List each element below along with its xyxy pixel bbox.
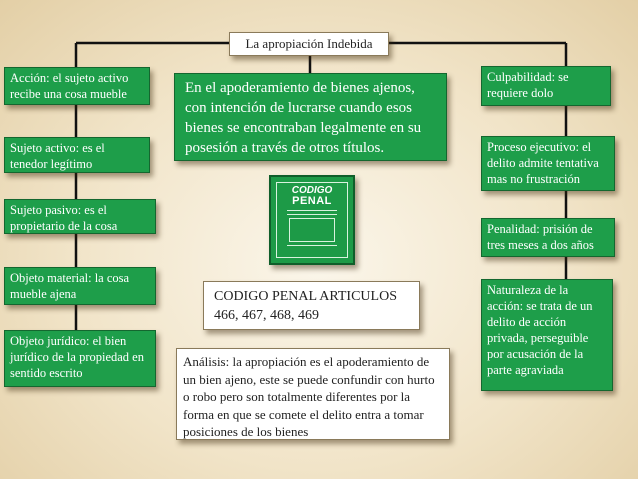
analysis-text: Análisis: la apropiación es el apoderamiento de un bien ajeno, este se puede confundir con hurto o robo pero son totalmente diferentes por la forma en que se comete el delito entra a tomar posiciones de los bienes — [183, 354, 435, 439]
node-objeto-material-text: Objeto material: la cosa mueble ajena — [10, 271, 130, 301]
definition-text: En el apoderamiento de bienes ajenos, con intención de lucrarse cuando esos bienes se encontraban legalmente en su posesión a través de otros títulos. — [185, 80, 422, 156]
title-text: La apropiación Indebida — [245, 36, 373, 51]
node-accion — [4, 67, 150, 105]
node-penalidad-text: Penalidad: prisión de tres meses a dos años — [487, 222, 594, 252]
book-title-line1: CODIGO — [291, 185, 333, 196]
node-objeto-juridico-text: Objeto jurídico: el bien jurídico de la propiedad en sentido escrito — [10, 334, 144, 380]
book-title-line2: PENAL — [292, 195, 332, 207]
definition-box — [174, 73, 447, 161]
node-accion-text: Acción: el sujeto activo recibe una cosa mueble — [10, 71, 129, 101]
node-sujeto-pasivo — [4, 199, 156, 234]
articles-box — [203, 281, 420, 330]
node-proceso-ejecutivo-text: Proceso ejecutivo: el delito admite tentativa mas no frustración — [487, 140, 599, 186]
articles-text: CODIGO PENAL ARTICULOS 466, 467, 468, 469 — [214, 289, 397, 323]
node-naturaleza-text: Naturaleza de la acción: se trata de un delito de acción privada, perseguible por acusación de la parte agraviada — [487, 283, 593, 377]
node-sujeto-activo — [4, 137, 150, 173]
node-penalidad — [481, 218, 615, 257]
node-culpabilidad — [481, 66, 611, 106]
node-sujeto-pasivo-text: Sujeto pasivo: es el propietario de la cosa — [10, 203, 118, 233]
node-objeto-material — [4, 267, 156, 305]
node-objeto-juridico — [4, 330, 156, 387]
codigo-penal-book-image — [269, 175, 355, 265]
node-naturaleza — [481, 279, 613, 391]
node-sujeto-activo-text: Sujeto activo: es el tenedor legítimo — [10, 141, 105, 171]
title-box — [229, 32, 389, 56]
node-culpabilidad-text: Culpabilidad: se requiere dolo — [487, 70, 569, 100]
node-proceso-ejecutivo — [481, 136, 615, 191]
analysis-box — [176, 348, 450, 440]
